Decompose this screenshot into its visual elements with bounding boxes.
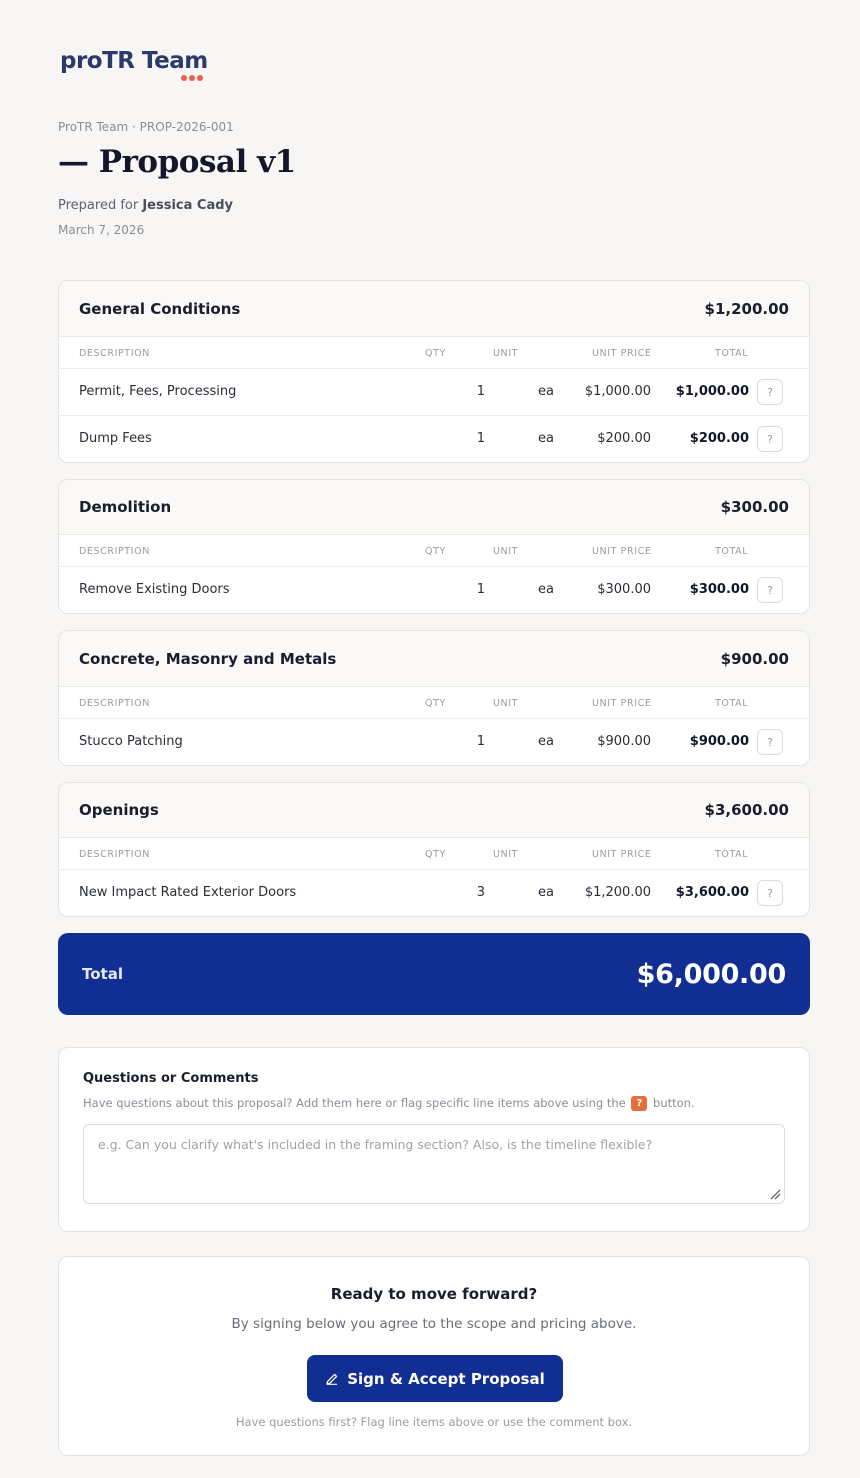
flag-question-button[interactable]: ? xyxy=(757,379,783,405)
flag-question-button[interactable]: ? xyxy=(757,729,783,755)
item-unit-price: $1,000.00 xyxy=(584,384,651,399)
section-total: $3,600.00 xyxy=(704,801,789,819)
table-row xyxy=(59,567,809,614)
col-description: DESCRIPTION xyxy=(79,698,150,709)
item-qty: 1 xyxy=(476,582,485,597)
table-row xyxy=(59,719,809,766)
col-qty: QTY xyxy=(425,849,446,860)
accept-footnote: Have questions first? Flag line items above or use the comment box. xyxy=(235,1415,633,1429)
section-name: Openings xyxy=(79,801,159,819)
accept-card xyxy=(58,1256,810,1456)
flag-question-button[interactable]: ? xyxy=(757,880,783,906)
section-concrete-masonry-metals xyxy=(58,630,810,766)
section-openings xyxy=(58,782,810,917)
prepared-prefix: Prepared for xyxy=(58,198,139,213)
col-total: TOTAL xyxy=(715,698,749,709)
table-row xyxy=(59,870,809,917)
item-unit-price: $200.00 xyxy=(597,431,651,446)
item-description: New Impact Rated Exterior Doors xyxy=(79,885,297,900)
item-unit: ea xyxy=(538,734,554,749)
section-total: $300.00 xyxy=(720,498,789,516)
col-unit-price: UNIT PRICE xyxy=(592,849,652,860)
logo-text: proTR Team xyxy=(60,48,208,74)
section-header xyxy=(59,480,809,535)
column-headers xyxy=(59,337,809,369)
col-qty: QTY xyxy=(425,546,446,557)
logo-dots-icon xyxy=(181,75,203,81)
item-description: Permit, Fees, Processing xyxy=(79,384,237,399)
col-unit-price: UNIT PRICE xyxy=(592,348,652,359)
grand-total-value: $6,000.00 xyxy=(636,958,786,990)
section-total: $900.00 xyxy=(720,649,789,668)
item-unit-price: $1,200.00 xyxy=(584,885,651,900)
col-qty: QTY xyxy=(425,698,446,709)
comments-card xyxy=(58,1047,810,1232)
section-name: Concrete, Masonry and Metals xyxy=(79,649,337,668)
comments-textarea[interactable] xyxy=(83,1124,785,1204)
breadcrumb: ProTR Team · PROP-2026-001 xyxy=(58,120,234,134)
col-total: TOTAL xyxy=(715,849,749,860)
brand-logo xyxy=(60,48,208,84)
flag-question-button[interactable]: ? xyxy=(757,577,783,603)
col-unit-price: UNIT PRICE xyxy=(592,546,652,557)
item-unit: ea xyxy=(538,885,554,900)
sign-accept-label: Sign & Accept Proposal xyxy=(347,1369,545,1388)
item-unit-price: $300.00 xyxy=(597,582,651,597)
pen-icon xyxy=(325,1372,339,1386)
section-general-conditions xyxy=(58,280,810,463)
col-unit: UNIT xyxy=(493,348,519,359)
flag-question-button[interactable]: ? xyxy=(757,426,783,452)
item-total: $1,000.00 xyxy=(675,384,749,399)
item-qty: 1 xyxy=(476,431,485,446)
item-description: Dump Fees xyxy=(79,431,152,446)
item-unit: ea xyxy=(538,431,554,446)
comments-placeholder: e.g. Can you clarify what's included in the framing section? Also, is the timeline flexible? xyxy=(98,1137,653,1152)
col-qty: QTY xyxy=(425,348,446,359)
grand-total-bar xyxy=(58,933,810,1015)
col-description: DESCRIPTION xyxy=(79,348,150,359)
section-total: $1,200.00 xyxy=(704,299,789,318)
item-qty: 1 xyxy=(476,734,485,749)
col-unit-price: UNIT PRICE xyxy=(592,698,652,709)
col-unit: UNIT xyxy=(493,849,519,860)
item-total: $300.00 xyxy=(689,582,749,597)
section-name: Demolition xyxy=(79,498,172,516)
item-description: Stucco Patching xyxy=(79,734,183,749)
col-description: DESCRIPTION xyxy=(79,849,150,860)
column-headers xyxy=(59,687,809,719)
accept-title: Ready to move forward? xyxy=(330,1285,538,1303)
item-unit: ea xyxy=(538,582,554,597)
comments-hint-text: Have questions about this proposal? Add them here or flag specific line items above using the xyxy=(83,1096,626,1110)
item-total: $3,600.00 xyxy=(675,885,749,900)
column-headers xyxy=(59,535,809,567)
section-header xyxy=(59,631,809,687)
col-total: TOTAL xyxy=(715,546,749,557)
grand-total-label: Total xyxy=(82,965,123,983)
section-header xyxy=(59,281,809,337)
table-row xyxy=(59,369,809,416)
comments-hint xyxy=(83,1096,695,1111)
section-header xyxy=(59,783,809,838)
question-badge-icon: ? xyxy=(631,1096,647,1111)
section-name: General Conditions xyxy=(79,299,241,318)
client-name: Jessica Cady xyxy=(142,198,234,213)
item-unit: ea xyxy=(538,384,554,399)
item-description: Remove Existing Doors xyxy=(79,582,230,597)
col-unit: UNIT xyxy=(493,698,519,709)
table-row xyxy=(59,416,809,463)
page-title: — Proposal v1 xyxy=(58,144,296,180)
item-unit-price: $900.00 xyxy=(597,734,651,749)
item-qty: 3 xyxy=(476,885,485,900)
item-qty: 1 xyxy=(476,384,485,399)
comments-title: Questions or Comments xyxy=(83,1071,259,1086)
resize-handle-icon[interactable] xyxy=(769,1188,781,1200)
sign-accept-button[interactable] xyxy=(307,1355,563,1402)
section-demolition xyxy=(58,479,810,614)
item-total: $900.00 xyxy=(689,734,749,749)
column-headers xyxy=(59,838,809,870)
col-total: TOTAL xyxy=(715,348,749,359)
col-unit: UNIT xyxy=(493,546,519,557)
item-total: $200.00 xyxy=(689,431,749,446)
comments-hint-text-end: button. xyxy=(653,1096,695,1110)
col-description: DESCRIPTION xyxy=(79,546,150,557)
proposal-date: March 7, 2026 xyxy=(58,223,145,237)
accept-subtitle: By signing below you agree to the scope and pricing above. xyxy=(231,1316,637,1332)
prepared-for xyxy=(58,198,233,213)
